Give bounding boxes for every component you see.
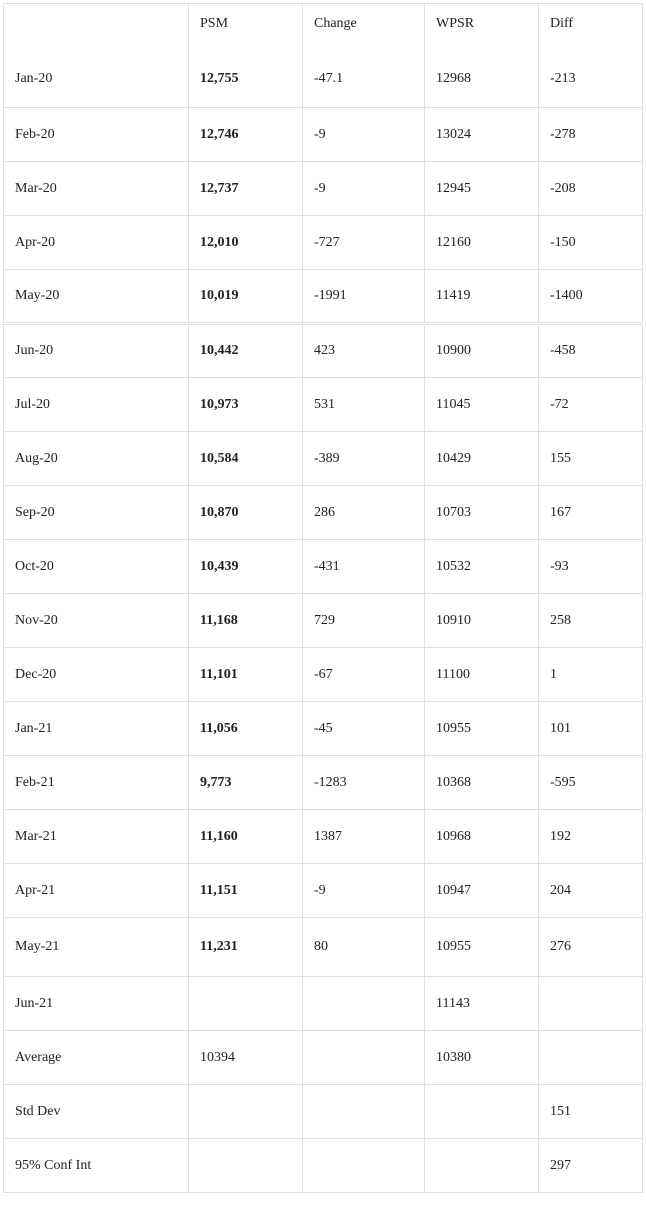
wpsr-cell: 10955 [425,702,539,756]
psm-cell [189,977,303,1031]
wpsr-cell: 10429 [425,432,539,486]
change-cell: -431 [303,540,425,594]
summary-row-average [4,1031,643,1085]
table-row [4,540,643,594]
wpsr-cell: 12160 [425,216,539,270]
psm-cell: 11,160 [189,810,303,864]
summary-label-cell: Std Dev [4,1085,189,1139]
header-change: Change [303,4,425,51]
table-row [4,378,643,432]
wpsr-cell: 10703 [425,486,539,540]
summary-change-cell [303,1085,425,1139]
table-row [4,864,643,918]
diff-cell: 167 [539,486,643,540]
wpsr-cell: 10947 [425,864,539,918]
change-cell: 80 [303,918,425,977]
diff-cell: -278 [539,108,643,162]
month-cell: Jan-21 [4,702,189,756]
month-cell: Sep-20 [4,486,189,540]
change-cell: 286 [303,486,425,540]
diff-cell: -72 [539,378,643,432]
diff-cell: -213 [539,51,643,108]
table-row [4,270,643,324]
change-cell [303,977,425,1031]
diff-cell: 192 [539,810,643,864]
change-cell: 729 [303,594,425,648]
wpsr-cell: 12968 [425,51,539,108]
wpsr-cell: 13024 [425,108,539,162]
change-cell: -67 [303,648,425,702]
summary-psm-cell [189,1085,303,1139]
summary-label-cell: Average [4,1031,189,1085]
psm-cell: 10,584 [189,432,303,486]
diff-cell: 155 [539,432,643,486]
summary-change-cell [303,1139,425,1193]
psm-cell: 12,737 [189,162,303,216]
psm-cell: 10,870 [189,486,303,540]
table-row [4,756,643,810]
psm-cell: 11,168 [189,594,303,648]
wpsr-cell: 10368 [425,756,539,810]
psm-wpsr-table [3,3,643,1193]
diff-cell: 101 [539,702,643,756]
change-cell: -9 [303,108,425,162]
table-row [4,594,643,648]
table-row [4,432,643,486]
change-cell: -9 [303,864,425,918]
table-row [4,977,643,1031]
wpsr-cell: 10955 [425,918,539,977]
table-row [4,324,643,378]
table-row [4,486,643,540]
wpsr-cell: 11045 [425,378,539,432]
psm-cell: 10,973 [189,378,303,432]
wpsr-cell: 10910 [425,594,539,648]
month-cell: Aug-20 [4,432,189,486]
diff-cell: -1400 [539,270,643,324]
change-cell: -389 [303,432,425,486]
change-cell: -9 [303,162,425,216]
summary-row-std-dev [4,1085,643,1139]
table-row [4,216,643,270]
month-cell: Apr-21 [4,864,189,918]
summary-row-conf-int [4,1139,643,1193]
diff-cell [539,977,643,1031]
month-cell: Jul-20 [4,378,189,432]
diff-cell: -93 [539,540,643,594]
change-cell: -1991 [303,270,425,324]
summary-wpsr-cell: 10380 [425,1031,539,1085]
wpsr-cell: 10900 [425,324,539,378]
psm-cell: 11,101 [189,648,303,702]
header-diff: Diff [539,4,643,51]
month-cell: Jun-21 [4,977,189,1031]
change-cell: -45 [303,702,425,756]
month-cell: Nov-20 [4,594,189,648]
month-cell: Oct-20 [4,540,189,594]
diff-cell: 1 [539,648,643,702]
wpsr-cell: 11100 [425,648,539,702]
header-wpsr: WPSR [425,4,539,51]
header-psm: PSM [189,4,303,51]
month-cell: Apr-20 [4,216,189,270]
change-cell: 531 [303,378,425,432]
psm-cell: 10,019 [189,270,303,324]
diff-cell: 204 [539,864,643,918]
summary-wpsr-cell [425,1139,539,1193]
psm-cell: 11,231 [189,918,303,977]
diff-cell: 258 [539,594,643,648]
summary-wpsr-cell [425,1085,539,1139]
table-row [4,918,643,977]
psm-cell: 12,010 [189,216,303,270]
wpsr-cell: 10968 [425,810,539,864]
table-row [4,810,643,864]
change-cell: -1283 [303,756,425,810]
month-cell: Dec-20 [4,648,189,702]
psm-cell: 10,439 [189,540,303,594]
diff-cell: -595 [539,756,643,810]
diff-cell: -208 [539,162,643,216]
diff-cell: -458 [539,324,643,378]
table-row [4,702,643,756]
header-month [4,4,189,51]
month-cell: May-20 [4,270,189,324]
wpsr-cell: 10532 [425,540,539,594]
table-row [4,108,643,162]
summary-change-cell [303,1031,425,1085]
summary-psm-cell [189,1139,303,1193]
change-cell: -727 [303,216,425,270]
wpsr-cell: 11143 [425,977,539,1031]
month-cell: Mar-20 [4,162,189,216]
psm-cell: 9,773 [189,756,303,810]
summary-diff-cell [539,1031,643,1085]
summary-diff-cell: 297 [539,1139,643,1193]
diff-cell: -150 [539,216,643,270]
change-cell: -47.1 [303,51,425,108]
header-row [4,4,643,51]
summary-psm-cell: 10394 [189,1031,303,1085]
psm-cell: 12,755 [189,51,303,108]
month-cell: Jan-20 [4,51,189,108]
month-cell: Mar-21 [4,810,189,864]
month-cell: Feb-21 [4,756,189,810]
change-cell: 423 [303,324,425,378]
month-cell: Feb-20 [4,108,189,162]
psm-cell: 10,442 [189,324,303,378]
table-row [4,51,643,108]
summary-label-cell: 95% Conf Int [4,1139,189,1193]
wpsr-cell: 11419 [425,270,539,324]
data-table-container [3,3,642,1193]
change-cell: 1387 [303,810,425,864]
wpsr-cell: 12945 [425,162,539,216]
psm-cell: 11,151 [189,864,303,918]
table-row [4,162,643,216]
month-cell: May-21 [4,918,189,977]
psm-cell: 11,056 [189,702,303,756]
table-row [4,648,643,702]
summary-diff-cell: 151 [539,1085,643,1139]
diff-cell: 276 [539,918,643,977]
month-cell: Jun-20 [4,324,189,378]
psm-cell: 12,746 [189,108,303,162]
